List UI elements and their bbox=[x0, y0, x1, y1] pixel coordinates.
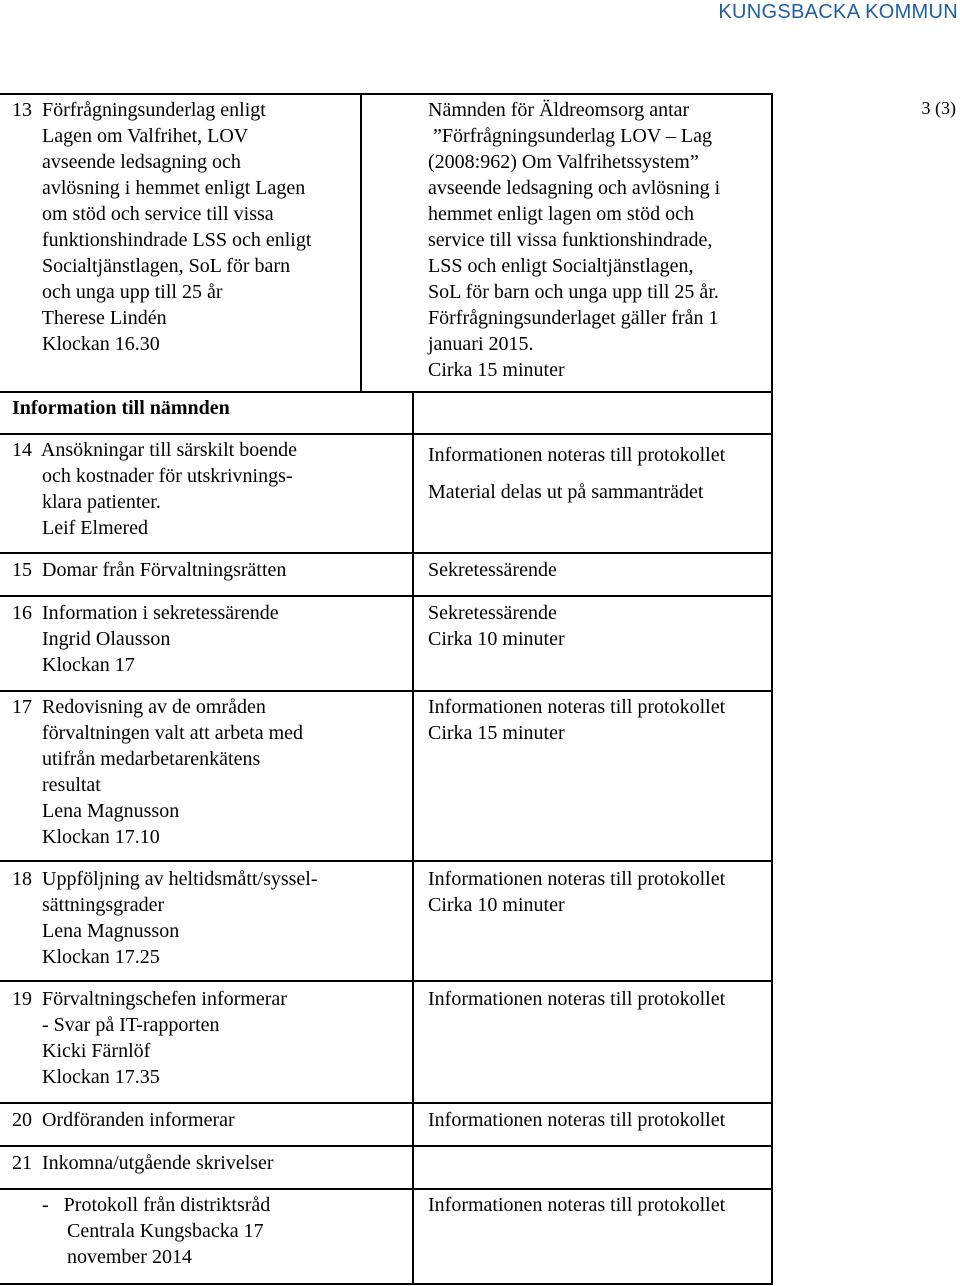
text-line: service till vissa funktionshindrade, bbox=[428, 229, 713, 251]
text-line: - Svar på IT-rapporten bbox=[12, 1014, 220, 1036]
table-rule bbox=[0, 1102, 773, 1104]
text-line: avseende ledsagning och avlösning i bbox=[428, 177, 721, 199]
agenda-item-14 bbox=[12, 437, 297, 541]
decision-item-16 bbox=[428, 600, 565, 652]
agenda-item-16 bbox=[12, 600, 279, 678]
section-heading: Information till nämnden bbox=[12, 397, 230, 419]
text-line: 13 Förfrågningsunderlag enligt bbox=[12, 99, 266, 121]
text-line: funktionshindrade LSS och enligt bbox=[12, 229, 312, 251]
text-line: 16 Information i sekretessärende bbox=[12, 602, 279, 624]
page-number: 3 (3) bbox=[921, 98, 956, 118]
text-line: Material delas ut på sammanträdet bbox=[428, 481, 704, 503]
text-line: Klockan 17.10 bbox=[12, 826, 160, 848]
text-line: (2008:962) Om Valfrihetssystem” bbox=[428, 151, 699, 173]
column-divider bbox=[360, 93, 362, 391]
text-line: Therese Lindén bbox=[12, 307, 167, 329]
text-line: Lena Magnusson bbox=[12, 920, 180, 942]
text-line: SoL för barn och unga upp till 25 år. bbox=[428, 281, 719, 303]
table-rule bbox=[0, 93, 773, 95]
decision-item-20 bbox=[428, 1107, 725, 1133]
table-rule bbox=[0, 552, 773, 554]
agenda-item-19 bbox=[12, 986, 287, 1090]
table-rule bbox=[0, 1188, 773, 1190]
text-line: Leif Elmered bbox=[12, 517, 149, 539]
text-line: Informationen noteras till protokollet bbox=[428, 444, 726, 466]
text-line: Informationen noteras till protokollet bbox=[428, 868, 726, 890]
table-right-border bbox=[771, 93, 773, 1283]
text-line: avseende ledsagning och bbox=[12, 151, 241, 173]
agenda-item-15 bbox=[12, 557, 286, 583]
text-line: Ingrid Olausson bbox=[12, 628, 171, 650]
text-line: Informationen noteras till protokollet bbox=[428, 696, 726, 718]
agenda-item-18 bbox=[12, 866, 318, 970]
decision-item-13 bbox=[428, 97, 720, 383]
text-line: sättningsgrader bbox=[12, 894, 165, 916]
decision-item-14 bbox=[428, 437, 725, 511]
text-line: förvaltningen valt att arbeta med bbox=[12, 722, 304, 744]
table-rule bbox=[0, 595, 773, 597]
text-line: Klockan 17 bbox=[12, 654, 135, 676]
text-line: ”Förfrågningsunderlag LOV – Lag bbox=[428, 125, 713, 147]
text-line: Cirka 10 minuter bbox=[428, 894, 565, 916]
text-line: 14 Ansökningar till särskilt boende bbox=[12, 439, 297, 461]
text-line: Sekretessärende bbox=[428, 559, 557, 581]
table-rule bbox=[0, 860, 773, 862]
decision-item-19 bbox=[428, 986, 725, 1012]
text-line: Klockan 17.25 bbox=[12, 946, 160, 968]
agenda-item-17 bbox=[12, 694, 303, 850]
text-line: Förfrågningsunderlaget gäller från 1 bbox=[428, 307, 719, 329]
text-line: 15 Domar från Förvaltningsrätten bbox=[12, 559, 287, 581]
text-line: Socialtjänstlagen, SoL för barn bbox=[12, 255, 291, 277]
table-rule bbox=[0, 433, 773, 435]
text-line: 18 Uppföljning av heltidsmått/syssel- bbox=[12, 868, 318, 890]
text-line: Klockan 16.30 bbox=[12, 333, 160, 355]
text-line: Cirka 15 minuter bbox=[428, 722, 565, 744]
text-line: Informationen noteras till protokollet bbox=[428, 1194, 726, 1216]
text-line: om stöd och service till vissa bbox=[12, 203, 274, 225]
table-rule bbox=[0, 1145, 773, 1147]
decision-item-18 bbox=[428, 866, 725, 918]
agenda-item-21-letter bbox=[12, 1192, 270, 1270]
text-line: Sekretessärende bbox=[428, 602, 557, 624]
text-line: Cirka 10 minuter bbox=[428, 628, 565, 650]
text-line: januari 2015. bbox=[428, 333, 534, 355]
text-line: Cirka 15 minuter bbox=[428, 359, 565, 381]
text-line: Nämnden för Äldreomsorg antar bbox=[428, 99, 690, 121]
text-line: 21 Inkomna/utgående skrivelser bbox=[12, 1152, 274, 1174]
text-line: avlösning i hemmet enligt Lagen bbox=[12, 177, 306, 199]
text-line: klara patienter. bbox=[12, 491, 161, 513]
decision-item-15 bbox=[428, 557, 557, 583]
table-rule bbox=[0, 980, 773, 982]
table-rule bbox=[0, 1283, 773, 1285]
text-line: LSS och enligt Socialtjänstlagen, bbox=[428, 255, 694, 277]
agenda-item-20 bbox=[12, 1107, 235, 1133]
text-line: Informationen noteras till protokollet bbox=[428, 988, 726, 1010]
text-line: - Protokoll från distriktsråd bbox=[12, 1194, 271, 1216]
text-line: Klockan 17.35 bbox=[12, 1066, 160, 1088]
text-line: november 2014 bbox=[12, 1246, 192, 1268]
text-line: Informationen noteras till protokollet bbox=[428, 1109, 726, 1131]
text-line: Centrala Kungsbacka 17 bbox=[12, 1220, 264, 1242]
text-line: Lena Magnusson bbox=[12, 800, 180, 822]
text-line: 19 Förvaltningschefen informerar bbox=[12, 988, 287, 1010]
table-rule bbox=[0, 391, 773, 393]
table-rule bbox=[0, 690, 773, 692]
text-line: och kostnader för utskrivnings- bbox=[12, 465, 293, 487]
text-line: utifrån medarbetarenkätens bbox=[12, 748, 261, 770]
agenda-item-21 bbox=[12, 1150, 274, 1176]
agenda-item-13 bbox=[12, 97, 311, 357]
column-divider bbox=[412, 391, 414, 1283]
text-line: Lagen om Valfrihet, LOV bbox=[12, 125, 249, 147]
text-line: Kicki Färnlöf bbox=[12, 1040, 151, 1062]
decision-item-17 bbox=[428, 694, 725, 746]
text-line: hemmet enligt lagen om stöd och bbox=[428, 203, 695, 225]
text-line: och unga upp till 25 år bbox=[12, 281, 223, 303]
text-line: resultat bbox=[12, 774, 101, 796]
organization-name: KUNGSBACKA KOMMUN bbox=[718, 1, 958, 23]
decision-item-21 bbox=[428, 1192, 725, 1218]
text-line: 20 Ordföranden informerar bbox=[12, 1109, 235, 1131]
text-line: 17 Redovisning av de områden bbox=[12, 696, 266, 718]
